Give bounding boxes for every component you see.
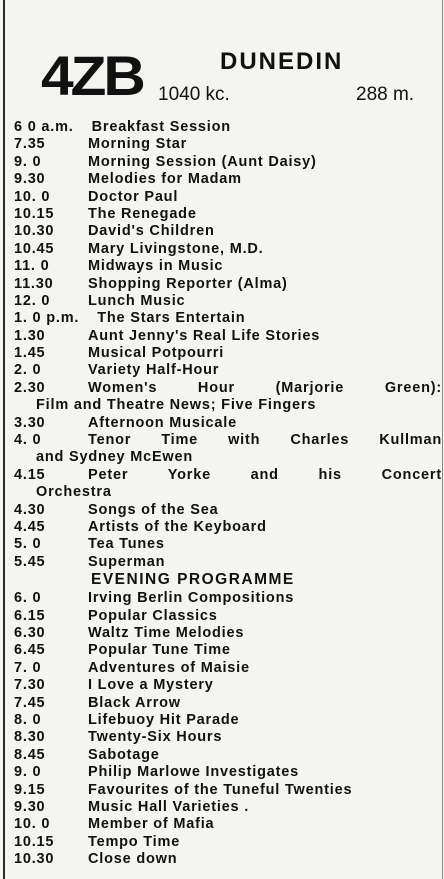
programme-time: 6.30 xyxy=(14,625,46,642)
programme-row xyxy=(14,747,444,764)
programme-time: 12. 0 xyxy=(14,292,51,309)
programme-title: Peter Yorke and his Concert xyxy=(88,466,442,483)
programme-time: 3.30 xyxy=(14,414,46,431)
station-wavelength: 288 m. xyxy=(356,84,415,105)
programme-time: 4.45 xyxy=(14,519,46,536)
programme-title: Tempo Time xyxy=(88,833,181,850)
programme-row xyxy=(14,519,444,536)
programme-row xyxy=(14,467,444,502)
programme-row xyxy=(14,223,444,240)
programme-row xyxy=(14,328,444,345)
programme-row xyxy=(14,206,444,223)
programme-row xyxy=(14,782,444,799)
column-rule-left xyxy=(3,0,5,879)
programme-title: Tenor Time with Charles Kullman xyxy=(88,432,442,449)
programme-title: Lifebuoy Hit Parade xyxy=(88,711,240,728)
programme-time: 11.30 xyxy=(14,275,54,292)
programme-row xyxy=(14,432,444,467)
programme-time: 8.45 xyxy=(14,746,46,763)
programme-time: 4. 0 xyxy=(14,432,42,449)
programme-title: Aunt Jenny's Real Life Stories xyxy=(88,327,321,344)
programme-row xyxy=(14,677,444,694)
programme-time: 1.30 xyxy=(14,327,46,344)
programme-row xyxy=(14,415,444,432)
programme-time: 8.30 xyxy=(14,729,46,746)
programme-title-continued: Film and Theatre News; Five Fingers xyxy=(36,397,317,414)
programme-title: Twenty-Six Hours xyxy=(88,729,223,746)
programme-title: Women's Hour (Marjorie Green): xyxy=(88,379,442,396)
programme-row xyxy=(14,608,444,625)
programme-row xyxy=(14,851,444,868)
programme-row xyxy=(14,554,444,571)
programme-title: Morning Session (Aunt Daisy) xyxy=(88,153,317,170)
programme-title: Shopping Reporter (Alma) xyxy=(88,275,288,292)
programme-row xyxy=(14,834,444,851)
programme-title: Music Hall Varieties . xyxy=(88,798,250,815)
programme-time: 4.15 xyxy=(14,466,46,483)
programme-title: Melodies for Madam xyxy=(88,171,242,188)
programme-time: 6.45 xyxy=(14,642,46,659)
programme-time: 1.45 xyxy=(14,345,46,362)
programme-time: 7.30 xyxy=(14,677,46,694)
programme-title: Songs of the Sea xyxy=(88,501,219,518)
programme-time: 7. 0 xyxy=(14,659,42,676)
programme-row xyxy=(14,293,444,310)
programme-time: 10.15 xyxy=(14,205,55,222)
programme-row xyxy=(14,764,444,781)
evening-programme-heading: EVENING PROGRAMME xyxy=(91,571,295,589)
programme-time: 6.15 xyxy=(14,607,46,624)
programme-row xyxy=(14,799,444,816)
programme-time: 5.45 xyxy=(14,553,46,570)
programme-row xyxy=(14,625,444,642)
programme-title: Lunch Music xyxy=(88,292,186,309)
programme-title: Superman xyxy=(88,553,166,570)
programme-row xyxy=(14,189,444,206)
programme-title: Morning Star xyxy=(88,136,188,153)
programme-time: 10. 0 xyxy=(14,188,51,205)
programme-time: 10.30 xyxy=(14,851,55,868)
programme-row xyxy=(14,729,444,746)
programme-time: 10.45 xyxy=(14,240,55,257)
programme-title: Member of Mafia xyxy=(88,816,215,833)
programme-title: The Stars Entertain xyxy=(97,310,246,327)
programme-row xyxy=(14,590,444,607)
programme-title: Musical Potpourri xyxy=(88,345,225,362)
programme-title-continued: and Sydney McEwen xyxy=(36,449,194,466)
programme-title: Variety Half-Hour xyxy=(88,362,220,379)
programme-title: Breakfast Session xyxy=(91,119,231,135)
programme-time: 2. 0 xyxy=(14,362,42,379)
programme-title: Popular Classics xyxy=(88,607,218,624)
programme-title: Adventures of Maisie xyxy=(88,659,250,676)
programme-time: 5. 0 xyxy=(14,536,42,553)
programme-title: Doctor Paul xyxy=(88,188,179,205)
programme-row xyxy=(14,119,444,136)
programme-row xyxy=(14,345,444,362)
programme-title: The Renegade xyxy=(88,205,197,222)
programme-title: David's Children xyxy=(88,223,215,240)
programme-title: Tea Tunes xyxy=(88,536,165,553)
programme-title: Irving Berlin Compositions xyxy=(88,590,295,607)
programme-time: 7.45 xyxy=(14,694,46,711)
programme-row xyxy=(14,642,444,659)
programme-time: 10. 0 xyxy=(14,816,51,833)
programme-row xyxy=(14,276,444,293)
programme-time: 11. 0 xyxy=(14,258,50,275)
programme-row xyxy=(14,154,444,171)
programme-title: Midways in Music xyxy=(88,258,224,275)
programme-time: 9. 0 xyxy=(14,764,42,781)
programme-title: Black Arrow xyxy=(88,694,181,711)
programme-time: 9. 0 xyxy=(14,153,42,170)
programme-time: 9.30 xyxy=(14,171,46,188)
programme-row xyxy=(14,258,444,275)
station-header xyxy=(0,0,444,118)
programme-title: Waltz Time Melodies xyxy=(88,625,245,642)
programme-title: Afternoon Musicale xyxy=(88,414,237,431)
station-callsign: 4ZB xyxy=(41,44,143,107)
programme-row xyxy=(14,502,444,519)
programme-time: 1. 0 p.m. xyxy=(14,310,80,327)
programme-title: Philip Marlowe Investigates xyxy=(88,764,299,781)
programme-time: 6. 0 xyxy=(14,590,42,607)
programme-row xyxy=(14,171,444,188)
programme-title: Popular Tune Time xyxy=(88,642,231,659)
programme-row xyxy=(14,380,444,415)
station-frequency: 1040 kc. xyxy=(158,84,230,105)
programme-time: 2.30 xyxy=(14,379,46,396)
programme-row xyxy=(14,712,444,729)
programme-time: 7.35 xyxy=(14,136,46,153)
programme-time: 10.15 xyxy=(14,833,55,850)
programme-title: Mary Livingstone, M.D. xyxy=(88,240,264,257)
station-city: DUNEDIN xyxy=(220,48,344,75)
programme-time: 6 0 a.m. xyxy=(14,119,74,135)
programme-schedule xyxy=(14,119,444,869)
programme-title: Sabotage xyxy=(88,746,160,763)
programme-title: Artists of the Keyboard xyxy=(88,519,267,536)
programme-row xyxy=(14,660,444,677)
programme-row xyxy=(14,241,444,258)
programme-time: 4.30 xyxy=(14,501,46,518)
programme-row xyxy=(14,362,444,379)
programme-title-continued: Orchestra xyxy=(36,484,112,501)
programme-row xyxy=(14,536,444,553)
programme-time: 10.30 xyxy=(14,223,55,240)
programme-row xyxy=(14,310,444,327)
programme-title: I Love a Mystery xyxy=(88,677,214,694)
programme-row xyxy=(14,695,444,712)
programme-title: Close down xyxy=(88,851,178,868)
programme-row xyxy=(14,816,444,833)
programme-time: 9.30 xyxy=(14,798,46,815)
programme-time: 9.15 xyxy=(14,781,46,798)
programme-title: Favourites of the Tuneful Twenties xyxy=(88,781,353,798)
programme-time: 8. 0 xyxy=(14,711,42,728)
programme-row xyxy=(14,136,444,153)
